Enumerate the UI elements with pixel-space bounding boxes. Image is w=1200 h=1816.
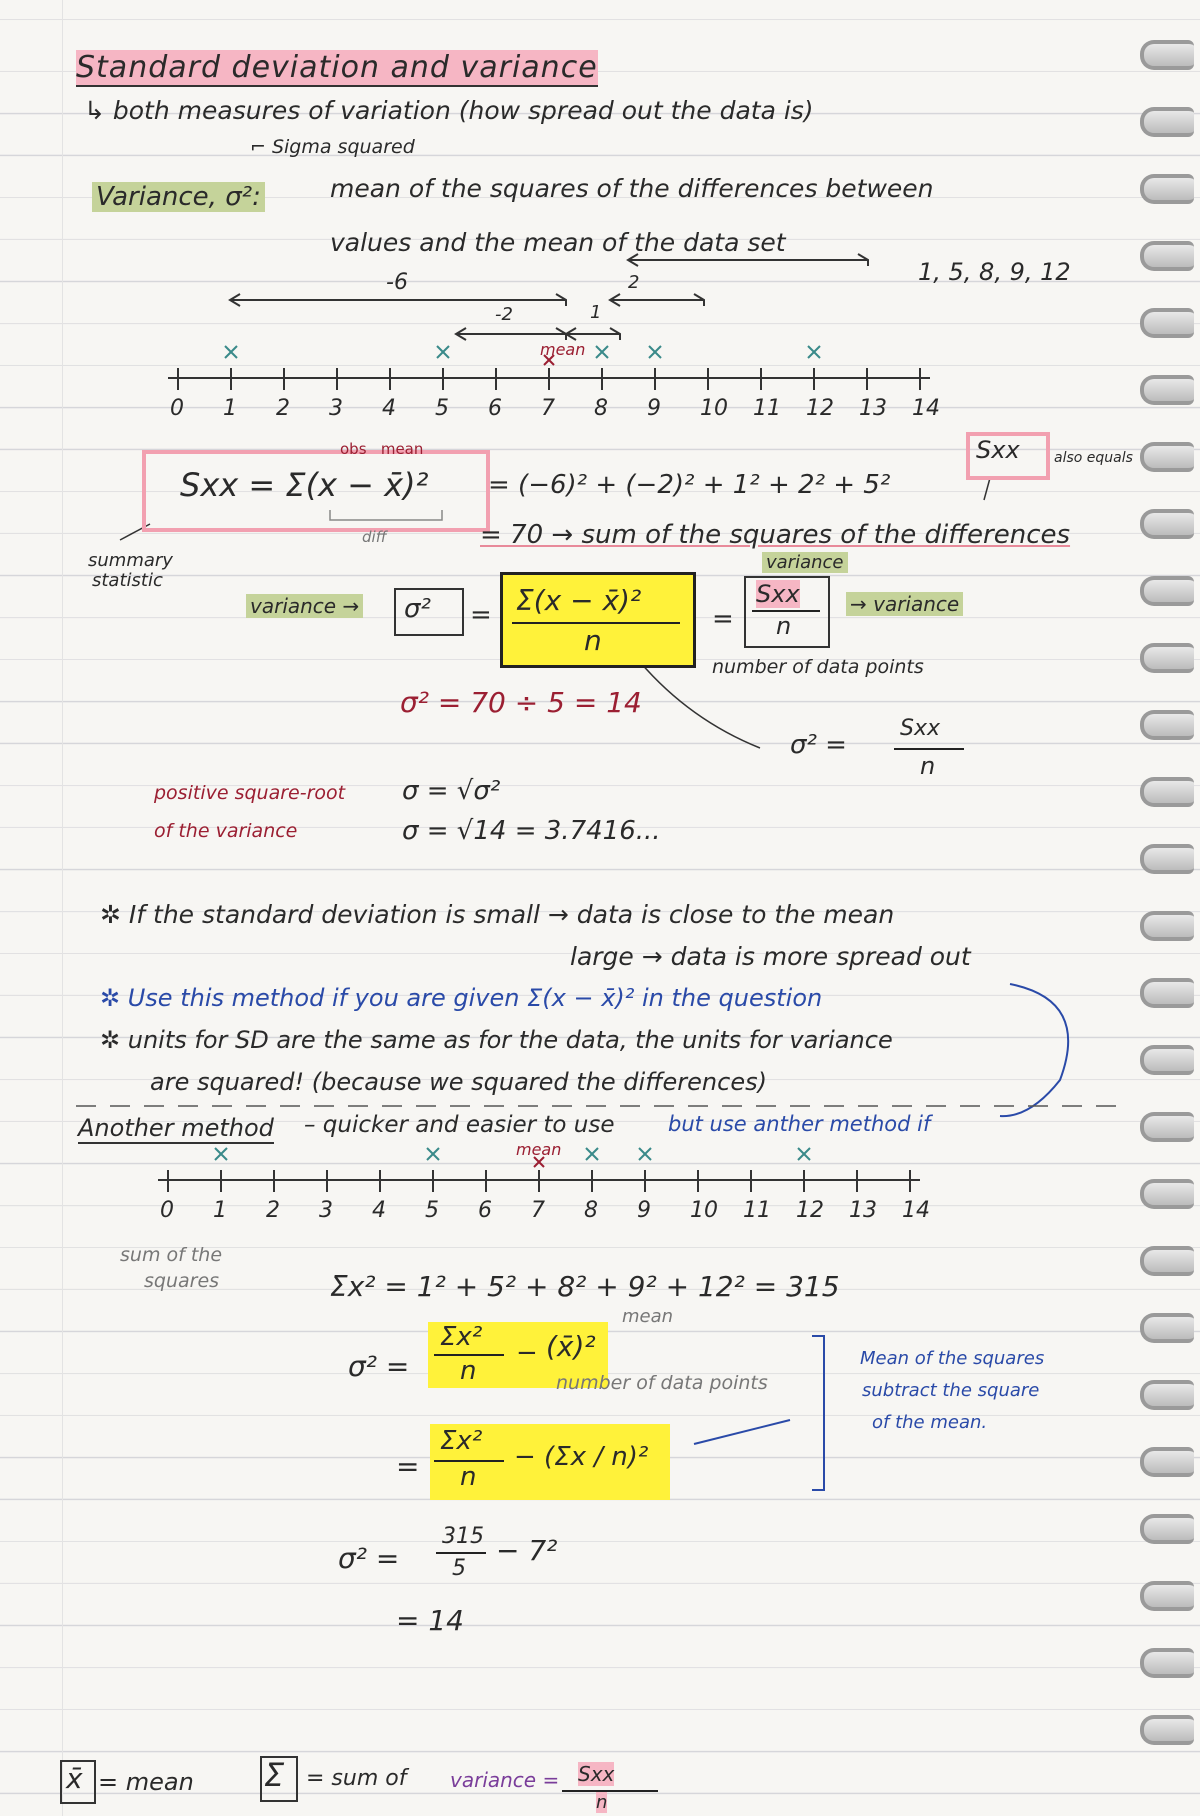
tick-label: 7	[541, 396, 555, 421]
sxx-expansion: = (−6)² + (−2)² + 1² + 2² + 5²	[488, 470, 891, 500]
diff-label-1: 1	[590, 302, 602, 323]
obs-label: obs mean	[340, 440, 424, 458]
sd-line-2: σ = √14 = 3.7416...	[402, 816, 661, 846]
page-title: Standard deviation and variance	[76, 50, 598, 85]
tick-label: 1	[213, 1198, 227, 1223]
sigma-note: ⌐ Sigma squared	[250, 136, 415, 158]
method2-result: = 14	[396, 1604, 464, 1637]
variance-top-label: variance	[762, 552, 848, 573]
tick-label: 2	[276, 396, 290, 421]
sigma-sq: σ²	[404, 594, 431, 624]
footer-xbar: x̄	[66, 1762, 83, 1795]
footer-sigma: Σ	[264, 1756, 285, 1794]
fraction-bar-6	[436, 1552, 486, 1554]
note-1b: large → data is more spread out	[570, 942, 971, 971]
sigma-alt-den: n	[920, 752, 936, 780]
tick-label: 14	[912, 396, 940, 421]
diff-label-neg6: -6	[386, 270, 408, 295]
note-1: ✲ If the standard deviation is small → data is close to the mean	[100, 900, 895, 929]
variance-right-label: → variance	[846, 592, 963, 616]
eq-sign-3: =	[396, 1450, 420, 1483]
sd-label-2: of the variance	[154, 820, 298, 842]
sum-squares: Σx² = 1² + 5² + 8² + 9² + 12² = 315	[330, 1270, 840, 1303]
variance-arrow-label: variance →	[246, 594, 363, 618]
another-method-blue: but use anther method if	[668, 1112, 931, 1136]
diff-label: diff	[362, 528, 387, 546]
sigma-alt-lhs: σ² =	[790, 730, 847, 760]
tick-label: 10	[700, 396, 728, 421]
diff-label-2: 2	[628, 272, 640, 293]
tick-label: 14	[902, 1198, 930, 1223]
mean-note-2: mean	[622, 1306, 674, 1327]
footer-var-den: n	[596, 1792, 608, 1813]
tick-label: 11	[743, 1198, 771, 1223]
formula1-num: Σx²	[440, 1322, 483, 1352]
sum-squares-label-1: sum of the	[120, 1244, 223, 1266]
variance-def-line1: mean of the squares of the differences between	[330, 174, 934, 203]
tick-label: 6	[478, 1198, 492, 1223]
n-note: number of data points	[712, 656, 924, 678]
tick-label: 1	[223, 396, 237, 421]
tick-label: 2	[266, 1198, 280, 1223]
formula1-minus: −	[516, 1338, 538, 1368]
tick-label: 9	[637, 1198, 651, 1223]
tick-label: 13	[849, 1198, 877, 1223]
tick-label: 9	[647, 396, 661, 421]
tick-label: 4	[372, 1198, 386, 1223]
sxx-denominator: n	[776, 612, 792, 640]
eq-sign-2: =	[712, 604, 734, 634]
n-note-2: number of data points	[556, 1372, 768, 1394]
sxx-note: also equals	[1054, 450, 1133, 466]
tick-label: 3	[329, 396, 343, 421]
calc-lhs: σ² =	[338, 1542, 400, 1575]
fraction-bar-7	[562, 1790, 658, 1792]
side-bracket	[812, 1336, 824, 1490]
eq-sign-1: =	[470, 600, 492, 630]
tick-label: 4	[382, 396, 396, 421]
data-set: 1, 5, 8, 9, 12	[918, 258, 1071, 286]
sigma-sq-lhs-2: σ² =	[348, 1350, 410, 1383]
calc-rest: − 7²	[496, 1534, 558, 1567]
variance-label: Variance, σ²:	[92, 182, 265, 212]
side-note-2: subtract the square	[862, 1380, 1040, 1401]
mean-label-1: mean	[540, 340, 586, 359]
formula2-den: n	[460, 1462, 477, 1492]
formula1-mean: (x̄)²	[546, 1330, 596, 1363]
formula2-rest: − (Σx / n)²	[514, 1442, 649, 1472]
calc-den: 5	[452, 1556, 466, 1581]
sxx-result: = 70 → sum of the squares of the differences	[480, 520, 1071, 550]
calc-num: 315	[442, 1524, 484, 1549]
tick-label: 3	[319, 1198, 333, 1223]
sum-squares-label-2: squares	[144, 1270, 220, 1292]
tick-label: 12	[806, 396, 834, 421]
summary-label-1: summary	[88, 550, 173, 571]
diff-label-neg2: -2	[495, 304, 513, 325]
note-3b: are squared! (because we squared the differences)	[150, 1068, 767, 1096]
footer-sigma-text: = sum of	[306, 1766, 407, 1791]
sxx-formula: Sxx = Σ(x − x̄)²	[180, 466, 429, 504]
tick-label: 13	[859, 396, 887, 421]
tick-label: 12	[796, 1198, 824, 1223]
sd-line-1: σ = √σ²	[402, 776, 501, 806]
tick-label: 0	[160, 1198, 174, 1223]
side-arrow	[694, 1420, 790, 1444]
sxx-numerator: Sxx	[756, 580, 800, 608]
note-3: ✲ units for SD are the same as for the data, the units for variance	[100, 1026, 893, 1054]
tick-label: 8	[584, 1198, 598, 1223]
sd-label-1: positive square-root	[154, 782, 346, 804]
tick-label: 6	[488, 396, 502, 421]
note-2: ✲ Use this method if you are given Σ(x − x̄)² in the question	[100, 984, 823, 1012]
summary-label-2: statistic	[92, 570, 163, 591]
sigma-alt-num: Sxx	[900, 716, 941, 741]
tick-label: 5	[425, 1198, 439, 1223]
footer-var-num: Sxx	[578, 1762, 615, 1786]
tick-label: 5	[435, 396, 449, 421]
variance-denominator: n	[584, 624, 602, 657]
variance-def-line2: values and the mean of the data set	[330, 228, 786, 257]
tick-label: 7	[531, 1198, 545, 1223]
fraction-bar-3	[894, 748, 964, 750]
side-note-3: of the mean.	[872, 1412, 988, 1433]
side-note-1: Mean of the squares	[860, 1348, 1045, 1369]
curved-arrow-blue	[1000, 984, 1068, 1116]
formula2-num: Σx²	[440, 1426, 483, 1456]
sxx-tag: Sxx	[976, 436, 1020, 464]
formula1-den: n	[460, 1356, 477, 1386]
mean-label-2: mean	[516, 1140, 562, 1159]
intro-text: ↳ both measures of variation (how spread out the data is)	[84, 96, 814, 125]
another-method-text: – quicker and easier to use	[304, 1112, 615, 1138]
tick-label: 11	[753, 396, 781, 421]
variance-calc: σ² = 70 ÷ 5 = 14	[400, 686, 642, 719]
variance-numerator: Σ(x − x̄)²	[516, 584, 642, 617]
footer-xbar-text: = mean	[98, 1768, 194, 1796]
footer-variance-text: variance =	[450, 1768, 560, 1792]
tick-label: 0	[170, 396, 184, 421]
tick-label: 10	[690, 1198, 718, 1223]
sxx-tag-pointer	[984, 478, 990, 500]
another-method-label: Another method	[78, 1114, 274, 1142]
tick-label: 8	[594, 396, 608, 421]
